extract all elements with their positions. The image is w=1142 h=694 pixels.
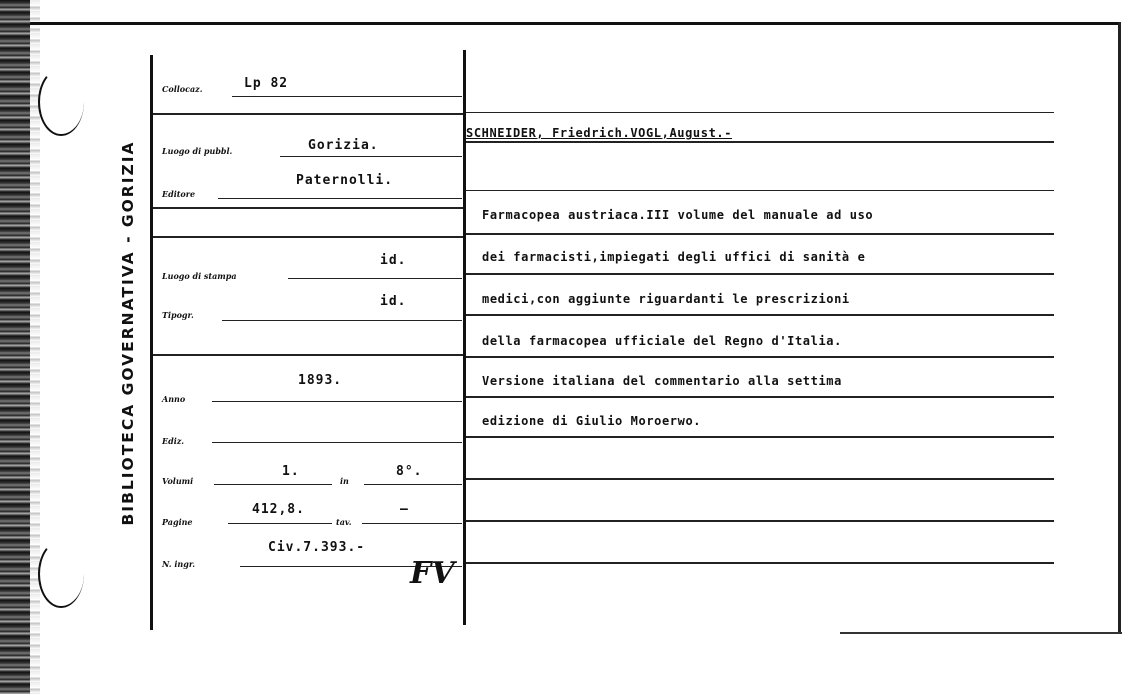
value-tav: — bbox=[400, 502, 409, 517]
description-line: edizione di Giulio Moroerwo. bbox=[482, 414, 702, 428]
right-line bbox=[466, 314, 1054, 316]
label-tipogr: Tipogr. bbox=[162, 310, 194, 320]
line-anno bbox=[212, 401, 462, 402]
right-line bbox=[466, 436, 1054, 438]
scan-edge bbox=[0, 0, 30, 694]
line-formato bbox=[364, 484, 462, 485]
label-anno: Anno bbox=[162, 394, 186, 404]
line-tav bbox=[362, 523, 462, 524]
value-tipogr: id. bbox=[380, 294, 407, 309]
line-pagine bbox=[228, 523, 332, 524]
value-volumi: 1. bbox=[282, 464, 300, 479]
line-tipogr bbox=[222, 320, 462, 321]
punch-hole-top bbox=[38, 68, 84, 136]
label-pagine: Pagine bbox=[162, 517, 193, 527]
field-line bbox=[153, 236, 463, 238]
right-line bbox=[466, 396, 1054, 398]
right-line bbox=[466, 478, 1054, 480]
right-line bbox=[466, 190, 1054, 191]
description-line: dei farmacisti,impiegati degli uffici di sanità e bbox=[482, 250, 866, 264]
description-line: della farmacopea ufficiale del Regno d'Italia. bbox=[482, 334, 842, 348]
card-right-border bbox=[1118, 22, 1121, 634]
description-line: medici,con aggiunte riguardanti le prescrizioni bbox=[482, 292, 850, 306]
right-line bbox=[466, 233, 1054, 235]
left-rule bbox=[150, 55, 153, 630]
label-n-ingr: N. ingr. bbox=[162, 559, 196, 569]
field-line bbox=[153, 354, 463, 356]
right-line bbox=[466, 141, 1054, 143]
card-top-border bbox=[30, 22, 1120, 25]
handwritten-initials: FV bbox=[410, 556, 455, 591]
value-pagine: 412,8. bbox=[252, 502, 305, 517]
line-volumi bbox=[214, 484, 332, 485]
value-luogo-pubbl: Gorizia. bbox=[308, 138, 379, 153]
right-line bbox=[466, 520, 1054, 522]
value-editore: Paternolli. bbox=[296, 173, 394, 188]
right-line bbox=[466, 273, 1054, 275]
label-collocazione: Collocaz. bbox=[162, 84, 203, 94]
right-line bbox=[466, 356, 1054, 358]
value-luogo-stampa: id. bbox=[380, 253, 407, 268]
line-luogo-stampa bbox=[288, 278, 462, 279]
description-line: Versione italiana del commentario alla settima bbox=[482, 374, 842, 388]
card-bottom-border bbox=[840, 632, 1122, 634]
line-editore bbox=[218, 198, 462, 199]
value-anno: 1893. bbox=[298, 373, 343, 388]
label-volumi: Volumi bbox=[162, 476, 194, 486]
field-line bbox=[153, 113, 463, 115]
label-luogo-stampa: Luogo di stampa bbox=[162, 271, 237, 281]
field-line bbox=[153, 207, 463, 209]
right-line bbox=[466, 112, 1054, 113]
label-luogo-pubbl: Luogo di pubbl. bbox=[162, 146, 233, 156]
label-tav: tav. bbox=[336, 517, 352, 527]
line-collocazione bbox=[232, 96, 462, 97]
label-editore: Editore bbox=[162, 189, 196, 199]
line-ediz bbox=[212, 442, 462, 443]
value-collocazione: Lp 82 bbox=[244, 76, 289, 91]
library-stamp-vertical: BIBLIOTECA GOVERNATIVA - GORIZIA bbox=[119, 140, 137, 526]
line-luogo-pubbl bbox=[280, 156, 462, 157]
description-line: Farmacopea austriaca.III volume del manuale ad uso bbox=[482, 208, 874, 222]
label-ediz: Ediz. bbox=[162, 436, 185, 446]
value-n-ingr: Civ.7.393.- bbox=[268, 540, 366, 555]
label-in: in bbox=[340, 476, 349, 486]
punch-hole-bottom bbox=[38, 540, 84, 608]
author-heading: SCHNEIDER, Friedrich.VOGL,August.- bbox=[466, 126, 733, 140]
right-line bbox=[466, 562, 1054, 564]
value-formato: 8°. bbox=[396, 464, 423, 479]
